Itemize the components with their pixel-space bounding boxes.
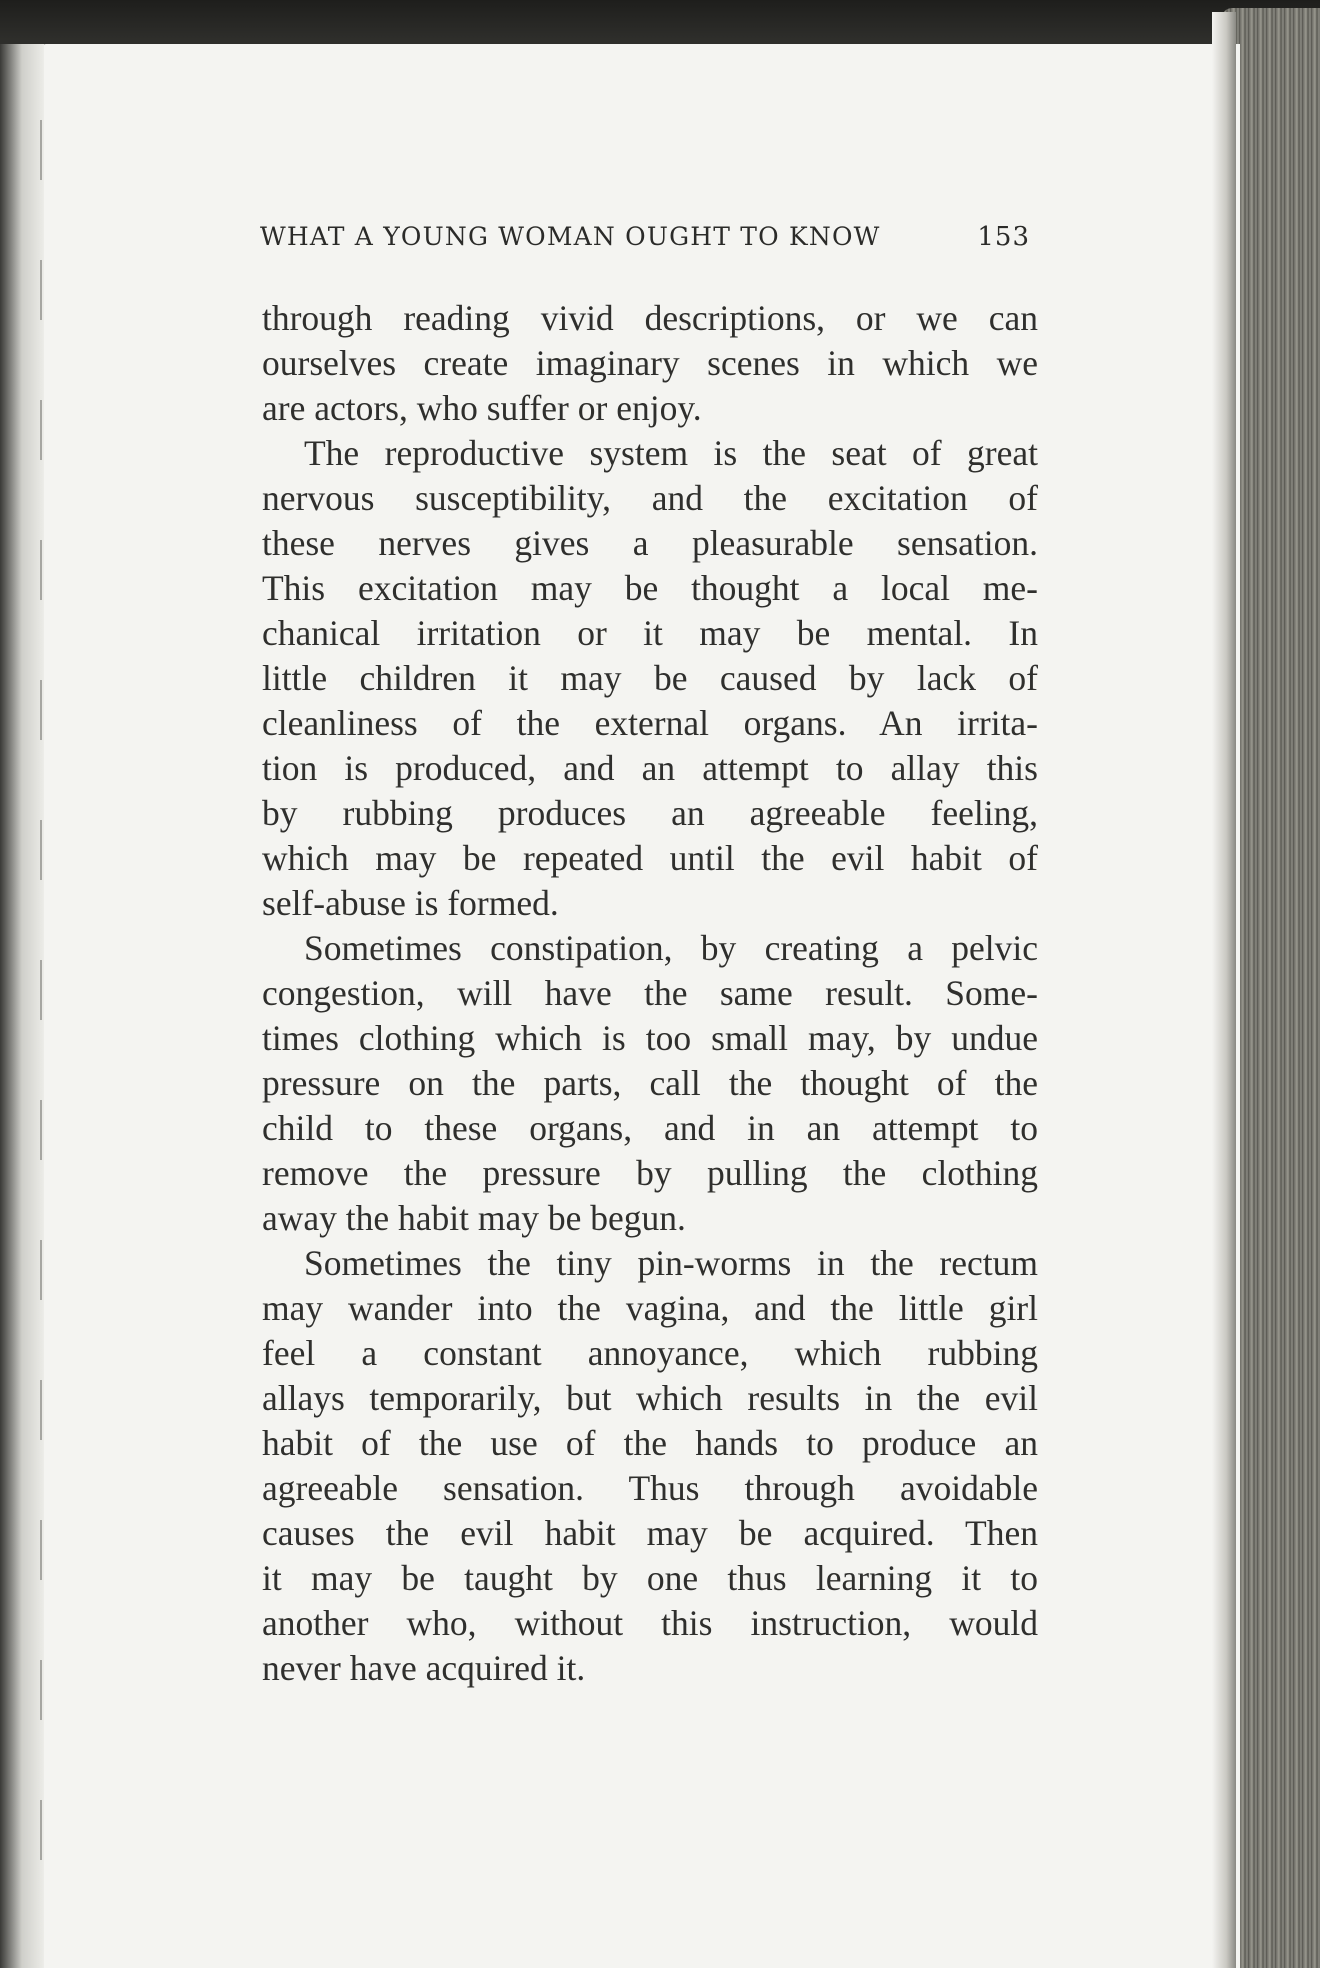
text-line: may wander into the vagina, and the little girl <box>262 1288 1038 1328</box>
page-number: 153 <box>977 222 1030 252</box>
text-line: agreeable sensation. Thus through avoidable <box>262 1468 1038 1508</box>
text-line: cleanliness of the external organs. An irrita- <box>262 703 1038 743</box>
text-line: chanical irritation or it may be mental. In <box>262 613 1038 653</box>
text-line: habit of the use of the hands to produce an <box>262 1423 1038 1463</box>
binding-gutter <box>0 44 44 1968</box>
text-line: This excitation may be thought a local me- <box>262 568 1038 608</box>
paragraph <box>262 431 1038 926</box>
text-line: nervous susceptibility, and the excitation of <box>262 478 1038 518</box>
paragraph <box>262 926 1038 1241</box>
text-line: through reading vivid descriptions, or we can <box>262 298 1038 338</box>
text-line: it may be taught by one thus learning it to <box>262 1558 1038 1598</box>
text-line: causes the evil habit may be acquired. Then <box>262 1513 1038 1553</box>
running-title: WHAT A YOUNG WOMAN OUGHT TO KNOW <box>260 222 881 251</box>
text-line: away the habit may be begun. <box>262 1198 686 1238</box>
text-line: feel a constant annoyance, which rubbing <box>262 1333 1038 1373</box>
page-edge-shadow <box>1212 12 1236 1968</box>
text-line: tion is produced, and an attempt to allay this <box>262 748 1038 788</box>
text-line: by rubbing produces an agreeable feeling, <box>262 793 1038 833</box>
running-head <box>260 222 1030 252</box>
text-line: times clothing which is too small may, by undue <box>262 1018 1038 1058</box>
text-line: never have acquired it. <box>262 1648 586 1688</box>
body-text <box>262 296 1038 1691</box>
text-line: Sometimes constipation, by creating a pelvic <box>304 928 1038 968</box>
text-line: child to these organs, and in an attempt to <box>262 1108 1038 1148</box>
text-line: self-abuse is formed. <box>262 883 559 923</box>
text-line: which may be repeated until the evil habit of <box>262 838 1038 878</box>
facing-page-edge <box>40 120 42 1920</box>
text-line: another who, without this instruction, would <box>262 1603 1038 1643</box>
text-line: The reproductive system is the seat of great <box>304 433 1038 473</box>
text-line: allays temporarily, but which results in the evil <box>262 1378 1038 1418</box>
text-line: Sometimes the tiny pin-worms in the rectum <box>304 1243 1038 1283</box>
paragraph <box>262 296 1038 431</box>
text-line: little children it may be caused by lack of <box>262 658 1038 698</box>
text-line: congestion, will have the same result. Some- <box>262 973 1038 1013</box>
text-line: remove the pressure by pulling the clothing <box>262 1153 1038 1193</box>
paragraph <box>262 1241 1038 1691</box>
text-line: these nerves gives a pleasurable sensation. <box>262 523 1038 563</box>
text-line: pressure on the parts, call the thought of the <box>262 1063 1038 1103</box>
text-line: ourselves create imaginary scenes in which we <box>262 343 1038 383</box>
text-line: are actors, who suffer or enjoy. <box>262 388 702 428</box>
